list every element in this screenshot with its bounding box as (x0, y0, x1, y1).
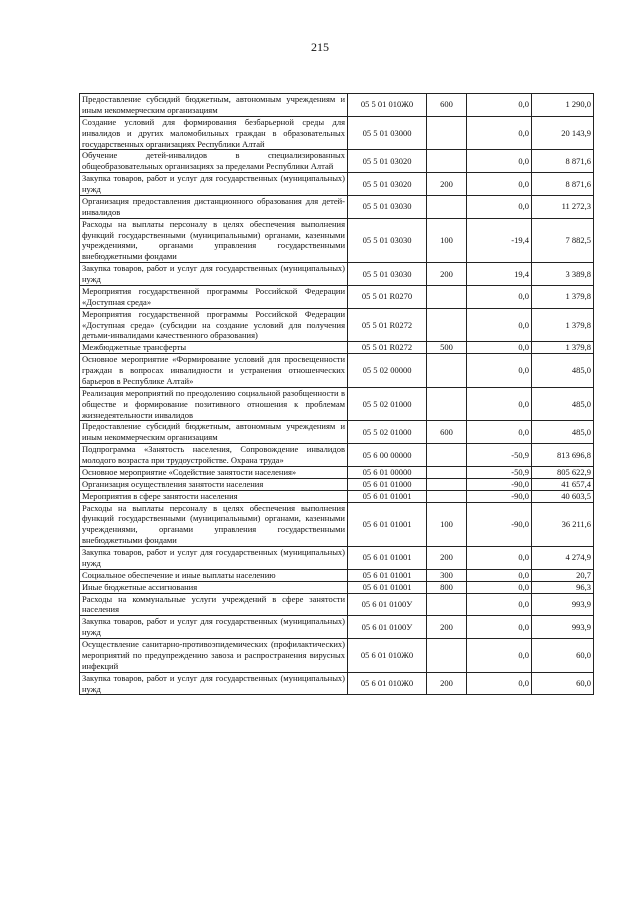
change-amount-cell: 0,0 (467, 116, 532, 150)
target-code-cell: 05 6 01 010Ж0 (348, 639, 427, 673)
expense-type-cell: 100 (427, 218, 467, 263)
change-amount-cell: -90,0 (467, 490, 532, 502)
expense-type-cell: 300 (427, 569, 467, 581)
expense-type-cell (427, 195, 467, 218)
total-amount-cell: 11 272,3 (532, 195, 594, 218)
expense-name-cell: Социальное обеспечение и иные выплаты населению (80, 569, 348, 581)
table-row (80, 218, 594, 263)
target-code-cell: 05 5 01 03000 (348, 116, 427, 150)
table-row (80, 581, 594, 593)
expense-name-cell: Иные бюджетные ассигнования (80, 581, 348, 593)
change-amount-cell: 0,0 (467, 672, 532, 695)
total-amount-cell: 8 871,6 (532, 173, 594, 196)
expense-type-cell: 200 (427, 547, 467, 570)
target-code-cell: 05 6 01 01001 (348, 569, 427, 581)
expense-type-cell (427, 308, 467, 342)
expense-name-cell: Осуществление санитарно-противоэпидемических (профилактических) мероприятий по предупреждению завоза и распространения вирусных инфекций (80, 639, 348, 673)
total-amount-cell: 41 657,4 (532, 478, 594, 490)
expense-type-cell (427, 593, 467, 616)
target-code-cell: 05 6 01 01001 (348, 502, 427, 547)
table-row (80, 593, 594, 616)
target-code-cell: 05 6 01 01000 (348, 478, 427, 490)
total-amount-cell: 485,0 (532, 354, 594, 388)
change-amount-cell: -90,0 (467, 502, 532, 547)
table-row (80, 502, 594, 547)
expense-name-cell: Основное мероприятие «Формирование условий для просвещенности граждан в вопросах инвалидности и устранения отношенческих барьеров в Республике Алтай» (80, 354, 348, 388)
change-amount-cell: 0,0 (467, 639, 532, 673)
expense-name-cell: Закупка товаров, работ и услуг для государственных (муниципальных) нужд (80, 263, 348, 286)
total-amount-cell: 1 379,8 (532, 308, 594, 342)
target-code-cell: 05 6 01 01001 (348, 490, 427, 502)
change-amount-cell: 0,0 (467, 581, 532, 593)
target-code-cell: 05 5 01 R0270 (348, 285, 427, 308)
expense-type-cell: 200 (427, 263, 467, 286)
total-amount-cell: 8 871,6 (532, 150, 594, 173)
expense-name-cell: Организация осуществления занятости населения (80, 478, 348, 490)
expense-type-cell (427, 639, 467, 673)
change-amount-cell: 0,0 (467, 593, 532, 616)
change-amount-cell: 0,0 (467, 195, 532, 218)
total-amount-cell: 60,0 (532, 672, 594, 695)
change-amount-cell: -19,4 (467, 218, 532, 263)
budget-table-body (80, 94, 594, 695)
table-row (80, 466, 594, 478)
target-code-cell: 05 6 01 010Ж0 (348, 672, 427, 695)
table-row (80, 308, 594, 342)
expense-type-cell: 600 (427, 94, 467, 117)
change-amount-cell: -90,0 (467, 478, 532, 490)
total-amount-cell: 4 274,9 (532, 547, 594, 570)
table-row (80, 173, 594, 196)
expense-type-cell: 200 (427, 173, 467, 196)
expense-type-cell: 800 (427, 581, 467, 593)
total-amount-cell: 813 696,8 (532, 444, 594, 467)
table-row (80, 672, 594, 695)
expense-name-cell: Предоставление субсидий бюджетным, автономным учреждениям и иным некоммерческим организациям (80, 421, 348, 444)
target-code-cell: 05 5 01 R0272 (348, 308, 427, 342)
change-amount-cell: 0,0 (467, 616, 532, 639)
change-amount-cell: 0,0 (467, 285, 532, 308)
expense-name-cell: Расходы на коммунальные услуги учреждений в сфере занятости населения (80, 593, 348, 616)
expense-type-cell: 500 (427, 342, 467, 354)
target-code-cell: 05 6 00 00000 (348, 444, 427, 467)
target-code-cell: 05 5 02 01000 (348, 421, 427, 444)
table-row (80, 421, 594, 444)
expense-name-cell: Организация предоставления дистанционного образования для детей-инвалидов (80, 195, 348, 218)
expense-name-cell: Подпрограмма «Занятость населения, Сопровождение инвалидов молодого возраста при трудоустройстве. Охрана труда» (80, 444, 348, 467)
total-amount-cell: 1 290,0 (532, 94, 594, 117)
total-amount-cell: 485,0 (532, 387, 594, 421)
expense-type-cell: 200 (427, 616, 467, 639)
table-row (80, 150, 594, 173)
expense-name-cell: Расходы на выплаты персоналу в целях обеспечения выполнения функций государственными (муниципальными) органами, казенными учреждениями, органами управления государственными внебюджетными фондами (80, 218, 348, 263)
target-code-cell: 05 5 01 010Ж0 (348, 94, 427, 117)
total-amount-cell: 96,3 (532, 581, 594, 593)
expense-name-cell: Межбюджетные трансферты (80, 342, 348, 354)
expense-type-cell (427, 444, 467, 467)
change-amount-cell: -50,9 (467, 444, 532, 467)
table-row (80, 263, 594, 286)
target-code-cell: 05 5 01 03020 (348, 150, 427, 173)
table-row (80, 547, 594, 570)
change-amount-cell: 0,0 (467, 547, 532, 570)
total-amount-cell: 36 211,6 (532, 502, 594, 547)
table-row (80, 478, 594, 490)
expense-type-cell: 100 (427, 502, 467, 547)
target-code-cell: 05 5 01 03030 (348, 263, 427, 286)
expense-name-cell: Создание условий для формирования безбарьерной среды для инвалидов и других маломобильных граждан в образовательных государственных организациях Республики Алтай (80, 116, 348, 150)
expense-type-cell (427, 387, 467, 421)
page-number: 215 (311, 40, 329, 54)
change-amount-cell: 0,0 (467, 173, 532, 196)
change-amount-cell: 19,4 (467, 263, 532, 286)
table-row (80, 490, 594, 502)
table-row (80, 195, 594, 218)
target-code-cell: 05 5 01 03020 (348, 173, 427, 196)
expense-name-cell: Расходы на выплаты персоналу в целях обеспечения выполнения функций государственными (муниципальными) органами, казенными учреждениями, органами управления государственными внебюджетными фондами (80, 502, 348, 547)
change-amount-cell: 0,0 (467, 354, 532, 388)
target-code-cell: 05 6 01 0100У (348, 616, 427, 639)
table-row (80, 94, 594, 117)
total-amount-cell: 3 389,8 (532, 263, 594, 286)
change-amount-cell: 0,0 (467, 421, 532, 444)
target-code-cell: 05 6 01 01001 (348, 547, 427, 570)
expense-name-cell: Предоставление субсидий бюджетным, автономным учреждениям и иным некоммерческим организациям (80, 94, 348, 117)
total-amount-cell: 60,0 (532, 639, 594, 673)
change-amount-cell: -50,9 (467, 466, 532, 478)
table-row (80, 639, 594, 673)
target-code-cell: 05 5 02 00000 (348, 354, 427, 388)
expense-name-cell: Основное мероприятие «Содействие занятости населения» (80, 466, 348, 478)
expense-type-cell: 200 (427, 672, 467, 695)
target-code-cell: 05 6 01 01001 (348, 581, 427, 593)
total-amount-cell: 993,9 (532, 593, 594, 616)
table-row (80, 285, 594, 308)
expense-type-cell: 600 (427, 421, 467, 444)
expense-type-cell (427, 285, 467, 308)
expense-type-cell (427, 116, 467, 150)
expense-name-cell: Закупка товаров, работ и услуг для государственных (муниципальных) нужд (80, 672, 348, 695)
table-row (80, 444, 594, 467)
total-amount-cell: 485,0 (532, 421, 594, 444)
table-row (80, 354, 594, 388)
expense-type-cell (427, 478, 467, 490)
target-code-cell: 05 5 01 03030 (348, 218, 427, 263)
target-code-cell: 05 5 01 03030 (348, 195, 427, 218)
budget-table (79, 93, 594, 695)
total-amount-cell: 1 379,8 (532, 342, 594, 354)
total-amount-cell: 993,9 (532, 616, 594, 639)
expense-name-cell: Закупка товаров, работ и услуг для государственных (муниципальных) нужд (80, 547, 348, 570)
total-amount-cell: 805 622,9 (532, 466, 594, 478)
total-amount-cell: 20,7 (532, 569, 594, 581)
expense-type-cell (427, 150, 467, 173)
change-amount-cell: 0,0 (467, 308, 532, 342)
change-amount-cell: 0,0 (467, 150, 532, 173)
target-code-cell: 05 6 01 0100У (348, 593, 427, 616)
table-row (80, 116, 594, 150)
total-amount-cell: 40 603,5 (532, 490, 594, 502)
expense-name-cell: Мероприятия государственной программы Российской Федерации «Доступная среда» (субсидии на создание условий для получения детьми-инвалидами качественного образования) (80, 308, 348, 342)
target-code-cell: 05 5 01 R0272 (348, 342, 427, 354)
expense-name-cell: Закупка товаров, работ и услуг для государственных (муниципальных) нужд (80, 173, 348, 196)
change-amount-cell: 0,0 (467, 569, 532, 581)
target-code-cell: 05 5 02 01000 (348, 387, 427, 421)
expense-type-cell (427, 354, 467, 388)
change-amount-cell: 0,0 (467, 387, 532, 421)
expense-name-cell: Мероприятия государственной программы Российской Федерации «Доступная среда» (80, 285, 348, 308)
expense-name-cell: Закупка товаров, работ и услуг для государственных (муниципальных) нужд (80, 616, 348, 639)
change-amount-cell: 0,0 (467, 342, 532, 354)
change-amount-cell: 0,0 (467, 94, 532, 117)
expense-name-cell: Обучение детей-инвалидов в специализированных общеобразовательных организациях за пределами Республики Алтай (80, 150, 348, 173)
table-row (80, 616, 594, 639)
expense-type-cell (427, 466, 467, 478)
target-code-cell: 05 6 01 00000 (348, 466, 427, 478)
total-amount-cell: 7 882,5 (532, 218, 594, 263)
table-row (80, 569, 594, 581)
total-amount-cell: 20 143,9 (532, 116, 594, 150)
total-amount-cell: 1 379,8 (532, 285, 594, 308)
table-row (80, 342, 594, 354)
expense-type-cell (427, 490, 467, 502)
expense-name-cell: Мероприятия в сфере занятости населения (80, 490, 348, 502)
table-row (80, 387, 594, 421)
expense-name-cell: Реализация мероприятий по преодолению социальной разобщенности в обществе и формирование позитивного отношения к проблемам жизнедеятельности инвалидов (80, 387, 348, 421)
